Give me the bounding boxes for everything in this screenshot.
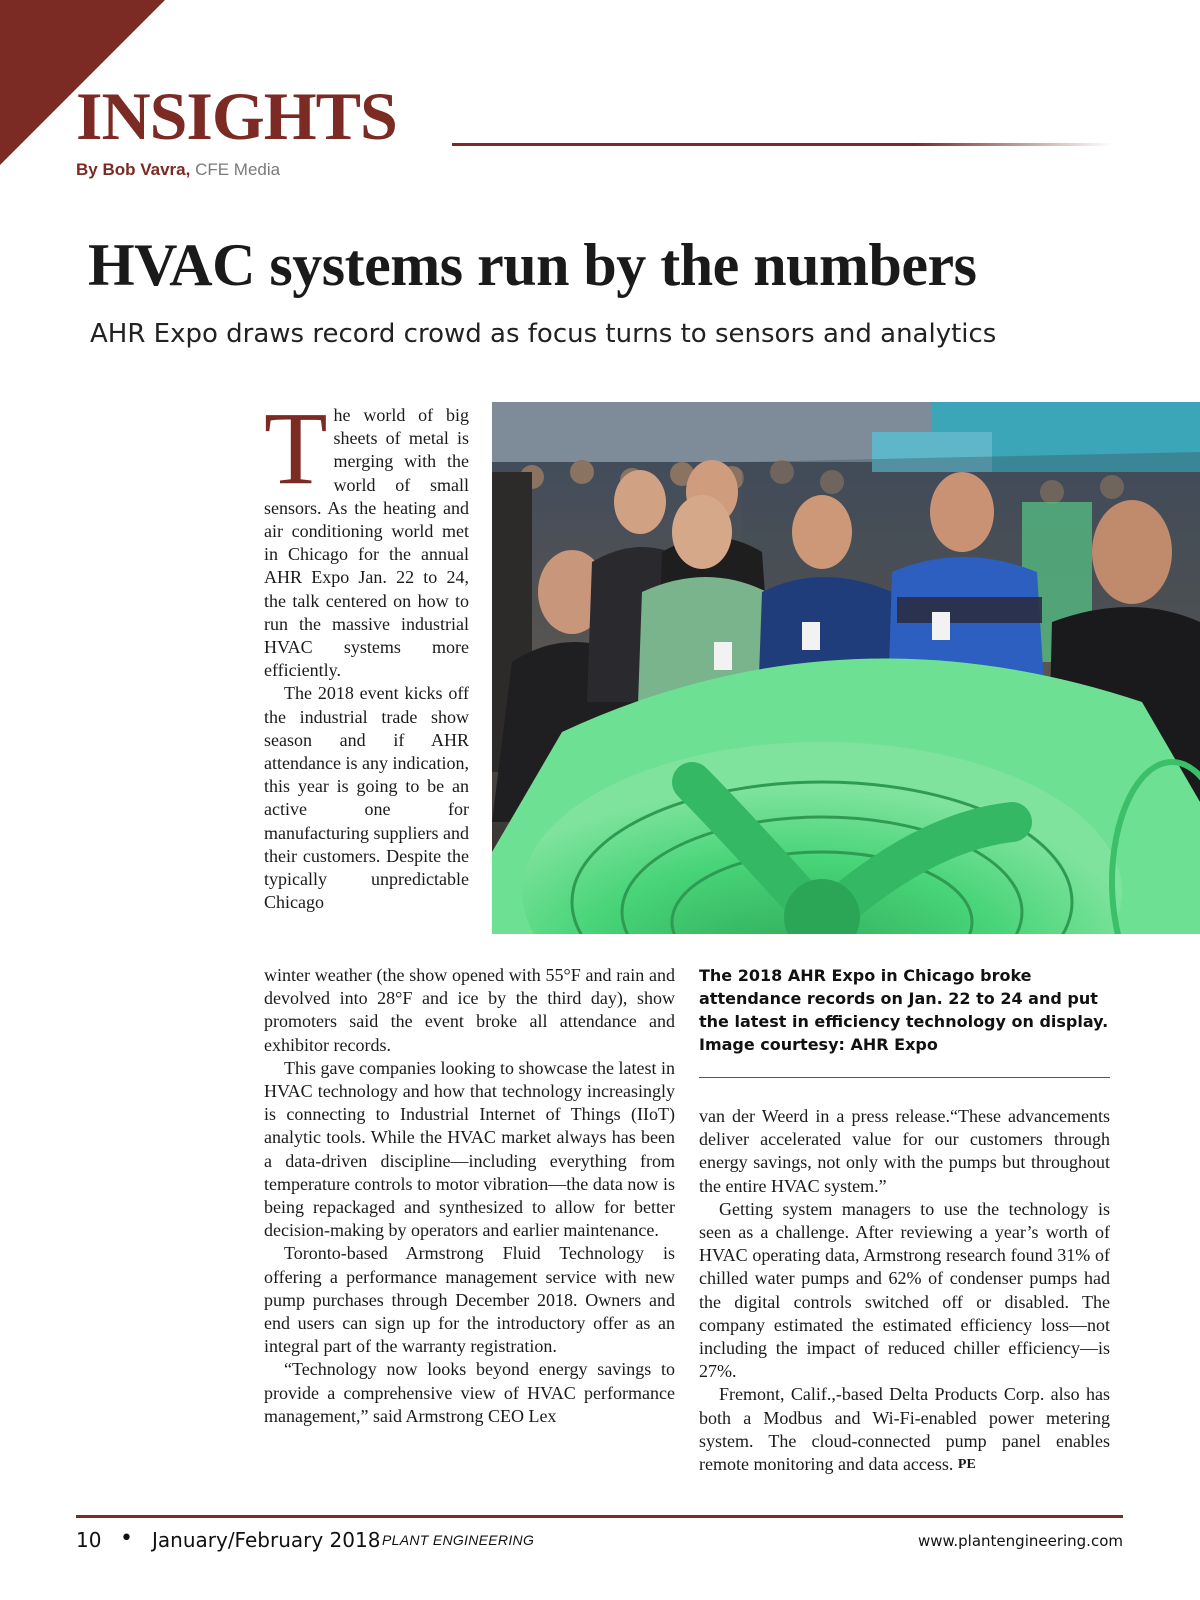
author-name: By Bob Vavra, [76, 160, 191, 179]
expo-photo [492, 402, 1200, 934]
footer-separator: • [120, 1526, 133, 1551]
paragraph: This gave companies looking to showcase the latest in HVAC technology and how that technology increasingly is connecting to Industrial Internet of Things (IIoT) analytic tools. While the HVAC market always has been a data-driven discipline—including everything from temperature controls to motor vibration—the data now is being repackaged and synthesized to allow for better decision-making by operators and earlier maintenance. [264, 1057, 675, 1241]
paragraph: Toronto-based Armstrong Fluid Technology is offering a performance management service with new pump purchases through December 2018. Owners and end users can sign up for the introductory offer as an integral part of the warranty registration. [264, 1243, 675, 1357]
photo-caption: The 2018 AHR Expo in Chicago broke attendance records on Jan. 22 to 24 and put the latest in efficiency technology on display. Image courtesy: AHR Expo [699, 966, 1109, 1054]
byline [76, 160, 280, 180]
caption-rule [699, 1077, 1110, 1078]
magazine-name: PLANT ENGINEERING [382, 1532, 535, 1548]
end-mark-logo: PE [957, 1457, 976, 1473]
paragraph: The 2018 event kicks off the industrial trade show season and if AHR attendance is any indication, this year is going to be an active one for manufacturing suppliers and their customers. Despite the typically unpredictable Chicago [264, 683, 469, 913]
page-footer [76, 1528, 1123, 1558]
paragraph: “Technology now looks beyond energy savings to provide a comprehensive view of HVAC performance management,” said Armstrong CEO Lex [264, 1359, 675, 1426]
headline: HVAC systems run by the numbers [88, 232, 977, 298]
drop-cap: T [264, 391, 328, 506]
issue-date: January/February 2018 [152, 1528, 381, 1552]
last-paragraph [699, 1383, 1110, 1476]
column-1-bottom [264, 964, 675, 1428]
author-organization: CFE Media [195, 160, 281, 179]
paragraph: he world of big sheets of metal is merging with the world of small sensors. As the heating and air conditioning world met in Chicago for the annual AHR Expo Jan. 22 to 24, the talk centered on how to run the massive industrial HVAC systems more efficiently. [264, 405, 469, 681]
paragraph-text: Fremont, Calif.,-based Delta Products Corp. also has both a Modbus and Wi-Fi-enabled power metering system. The cloud-connected pump panel enables remote monitoring and data access. [699, 1384, 1110, 1475]
website-url[interactable]: www.plantengineering.com [917, 1532, 1123, 1550]
section-title: INSIGHTS [76, 78, 397, 154]
page-number: 10 [76, 1528, 102, 1552]
paragraph: Getting system managers to use the technology is seen as a challenge. After reviewing a year’s worth of HVAC operating data, Armstrong research found 31% of chilled water pumps and 62% of condenser pumps had the digital controls switched off or disabled. The company estimated the estimated efficiency loss—not including the impact of reduced chiller efficiency—is 27%. [699, 1198, 1110, 1382]
deck: AHR Expo draws record crowd as focus turns to sensors and analytics [90, 319, 997, 349]
section-rule [452, 143, 1112, 146]
column-2 [699, 1105, 1110, 1476]
footer-rule [76, 1515, 1123, 1518]
paragraph: van der Weerd in a press release.“These advancements deliver accelerated value for our customers through energy savings, not only with the pumps but throughout the entire HVAC system.” [699, 1106, 1110, 1196]
paragraph: winter weather (the show opened with 55°F and rain and devolved into 28°F and ice by the third day), show promoters said the event broke all attendance and exhibitor records. [264, 965, 675, 1055]
column-1-top [264, 391, 469, 914]
